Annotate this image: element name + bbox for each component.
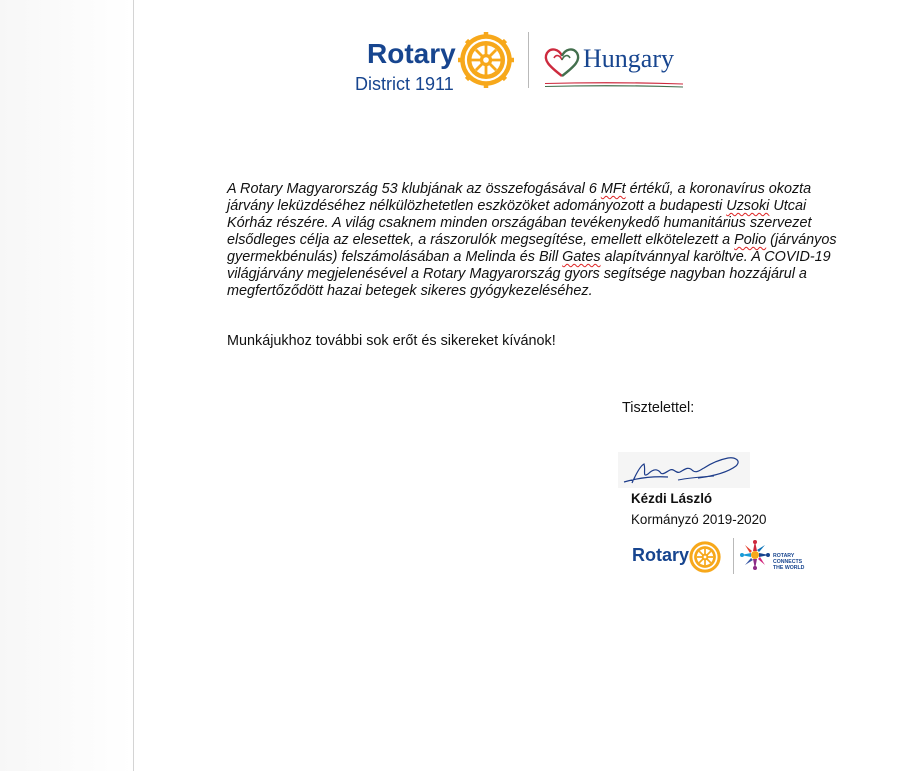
rotary-connects-logo bbox=[628, 536, 810, 576]
connects-world-icon bbox=[738, 538, 772, 572]
hungary-wordmark: Hungary bbox=[583, 44, 674, 73]
spellcheck-flagged-word: Gates bbox=[562, 249, 601, 265]
letter-body bbox=[227, 181, 837, 300]
spellcheck-flagged-word: MFt bbox=[600, 181, 626, 197]
district-label: District 1911 bbox=[355, 74, 454, 94]
document-page bbox=[134, 0, 911, 771]
paragraph-text-segment: (járványos gyermekbénulás) felszámolásában a Melinda és Bill bbox=[227, 232, 837, 265]
connects-world-text bbox=[773, 553, 813, 571]
paragraph-text-segment: értékű, a koronavírus okozta járvány leküzdéséhez nélkülözhetetlen eszközöket adományozott a budapesti bbox=[227, 181, 812, 214]
letter-paragraph bbox=[227, 181, 837, 300]
rotary-hungary-logo bbox=[355, 30, 685, 94]
regards-line: Tisztelettel: bbox=[622, 400, 695, 416]
spellcheck-flagged-word: Uzsoki bbox=[726, 198, 770, 214]
left-panel bbox=[0, 0, 134, 771]
heart-icon bbox=[541, 46, 583, 80]
paragraph-text-segment: A Rotary Magyarország 53 klubjának az összefogásával 6 bbox=[227, 181, 601, 197]
closing-wish: Munkájukhoz további sok erőt és sikereket kívánok! bbox=[227, 333, 556, 349]
footer-logo-divider bbox=[733, 538, 734, 574]
connects-line: THE WORLD bbox=[773, 565, 805, 571]
logo-divider bbox=[528, 32, 529, 88]
paragraph-text-segment: Utcai Kórház részére. A világ csaknem minden országában tevékenykedő humanitárius szervezet elsődleges célja az elesettek, a rászorulók megsegítése, emellett elkötelezett a bbox=[227, 198, 812, 248]
signatory-name: Kézdi László bbox=[631, 491, 713, 506]
paragraph-text-segment: alapítvánnyal karöltve. A COVID-19 világjárvány megjelenésével a Rotary Magyarország gyors segítsége nagyban hozzájárul a megfertőződött hazai betegek sikeres gyógykezeléséhez. bbox=[227, 249, 831, 299]
signatory-title: Kormányzó 2019-2020 bbox=[631, 512, 767, 527]
handwritten-signature bbox=[618, 452, 750, 488]
rotary-wordmark: Rotary bbox=[367, 38, 456, 69]
rotary-wheel-small-icon bbox=[688, 540, 722, 574]
spellcheck-flagged-word: Polio bbox=[734, 232, 767, 248]
flag-stripe-icon bbox=[545, 82, 683, 88]
connects-line: CONNECTS bbox=[773, 559, 803, 565]
rotary-wordmark-small: Rotary bbox=[632, 545, 690, 565]
connects-line: ROTARY bbox=[773, 553, 795, 559]
rotary-wheel-icon bbox=[458, 32, 514, 88]
